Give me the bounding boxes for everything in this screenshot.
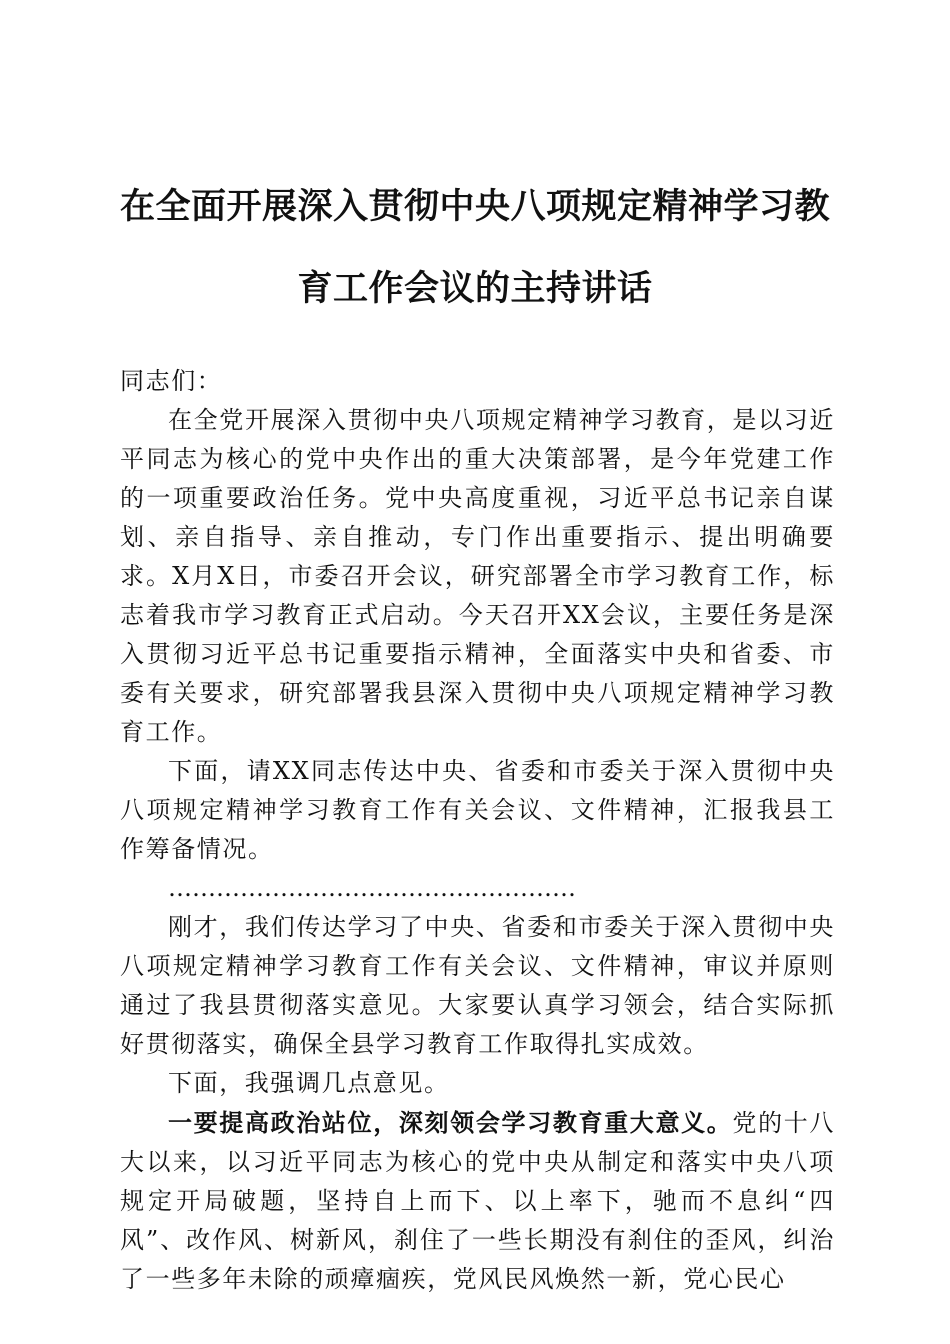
paragraph-4: 下面，我强调几点意见。 bbox=[168, 1069, 450, 1097]
section-1-text: 党的十八大以来，以习近平同志为核心的党中央从制定和落实中央八项规定开局破题，坚持自上而下、以上率下，驰而不息纠“四风”、改作风、树新风，刹住了一些长期没有刹住的歪风，纠治了一些多年未除的顽瘴痼疾，党风民风焕然一新，党心民心 bbox=[120, 1109, 835, 1293]
paragraph-1: 在全党开展深入贯彻中央八项规定精神学习教育，是以习近平同志为核心的党中央作出的重大决策部署，是今年党建工作的一项重要政治任务。党中央高度重视，习近平总书记亲自谋划、亲自指导、亲自推动，专门作出重要指示、提出明确要求。X月X日，市委召开会议，研究部署全市学习教育工作，标志着我市学习教育正式启动。今天召开XX会议，主要任务是深入贯彻习近平总书记重要指示精神，全面落实中央和省委、市委有关要求，研究部署我县深入贯彻中央八项规定精神学习教育工作。 bbox=[120, 406, 835, 746]
paragraph-2: 下面，请XX同志传达中央、省委和市委关于深入贯彻中央八项规定精神学习教育工作有关会议、文件精神，汇报我县工作筹备情况。 bbox=[120, 757, 835, 863]
section-1-heading: 一要提高政治站位，深刻领会学习教育重大意义。 bbox=[168, 1108, 733, 1137]
section-1-paragraph bbox=[120, 1103, 835, 1299]
title-line-1: 在全面开展深入贯彻中央八项规定精神学习教 bbox=[119, 186, 830, 227]
title-line-2: 育工作会议的主持讲话 bbox=[297, 268, 653, 309]
document-body bbox=[120, 362, 835, 1299]
greeting: 同志们： bbox=[120, 367, 223, 395]
ellipsis-separator: …………………………………………… bbox=[168, 874, 576, 902]
paragraph-3: 刚才，我们传达学习了中央、省委和市委关于深入贯彻中央八项规定精神学习教育工作有关会议、文件精神，审议并原则通过了我县贯彻落实意见。大家要认真学习领会，结合实际抓好贯彻落实，确保全县学习教育工作取得扎实成效。 bbox=[120, 913, 835, 1058]
document-title bbox=[110, 166, 840, 330]
